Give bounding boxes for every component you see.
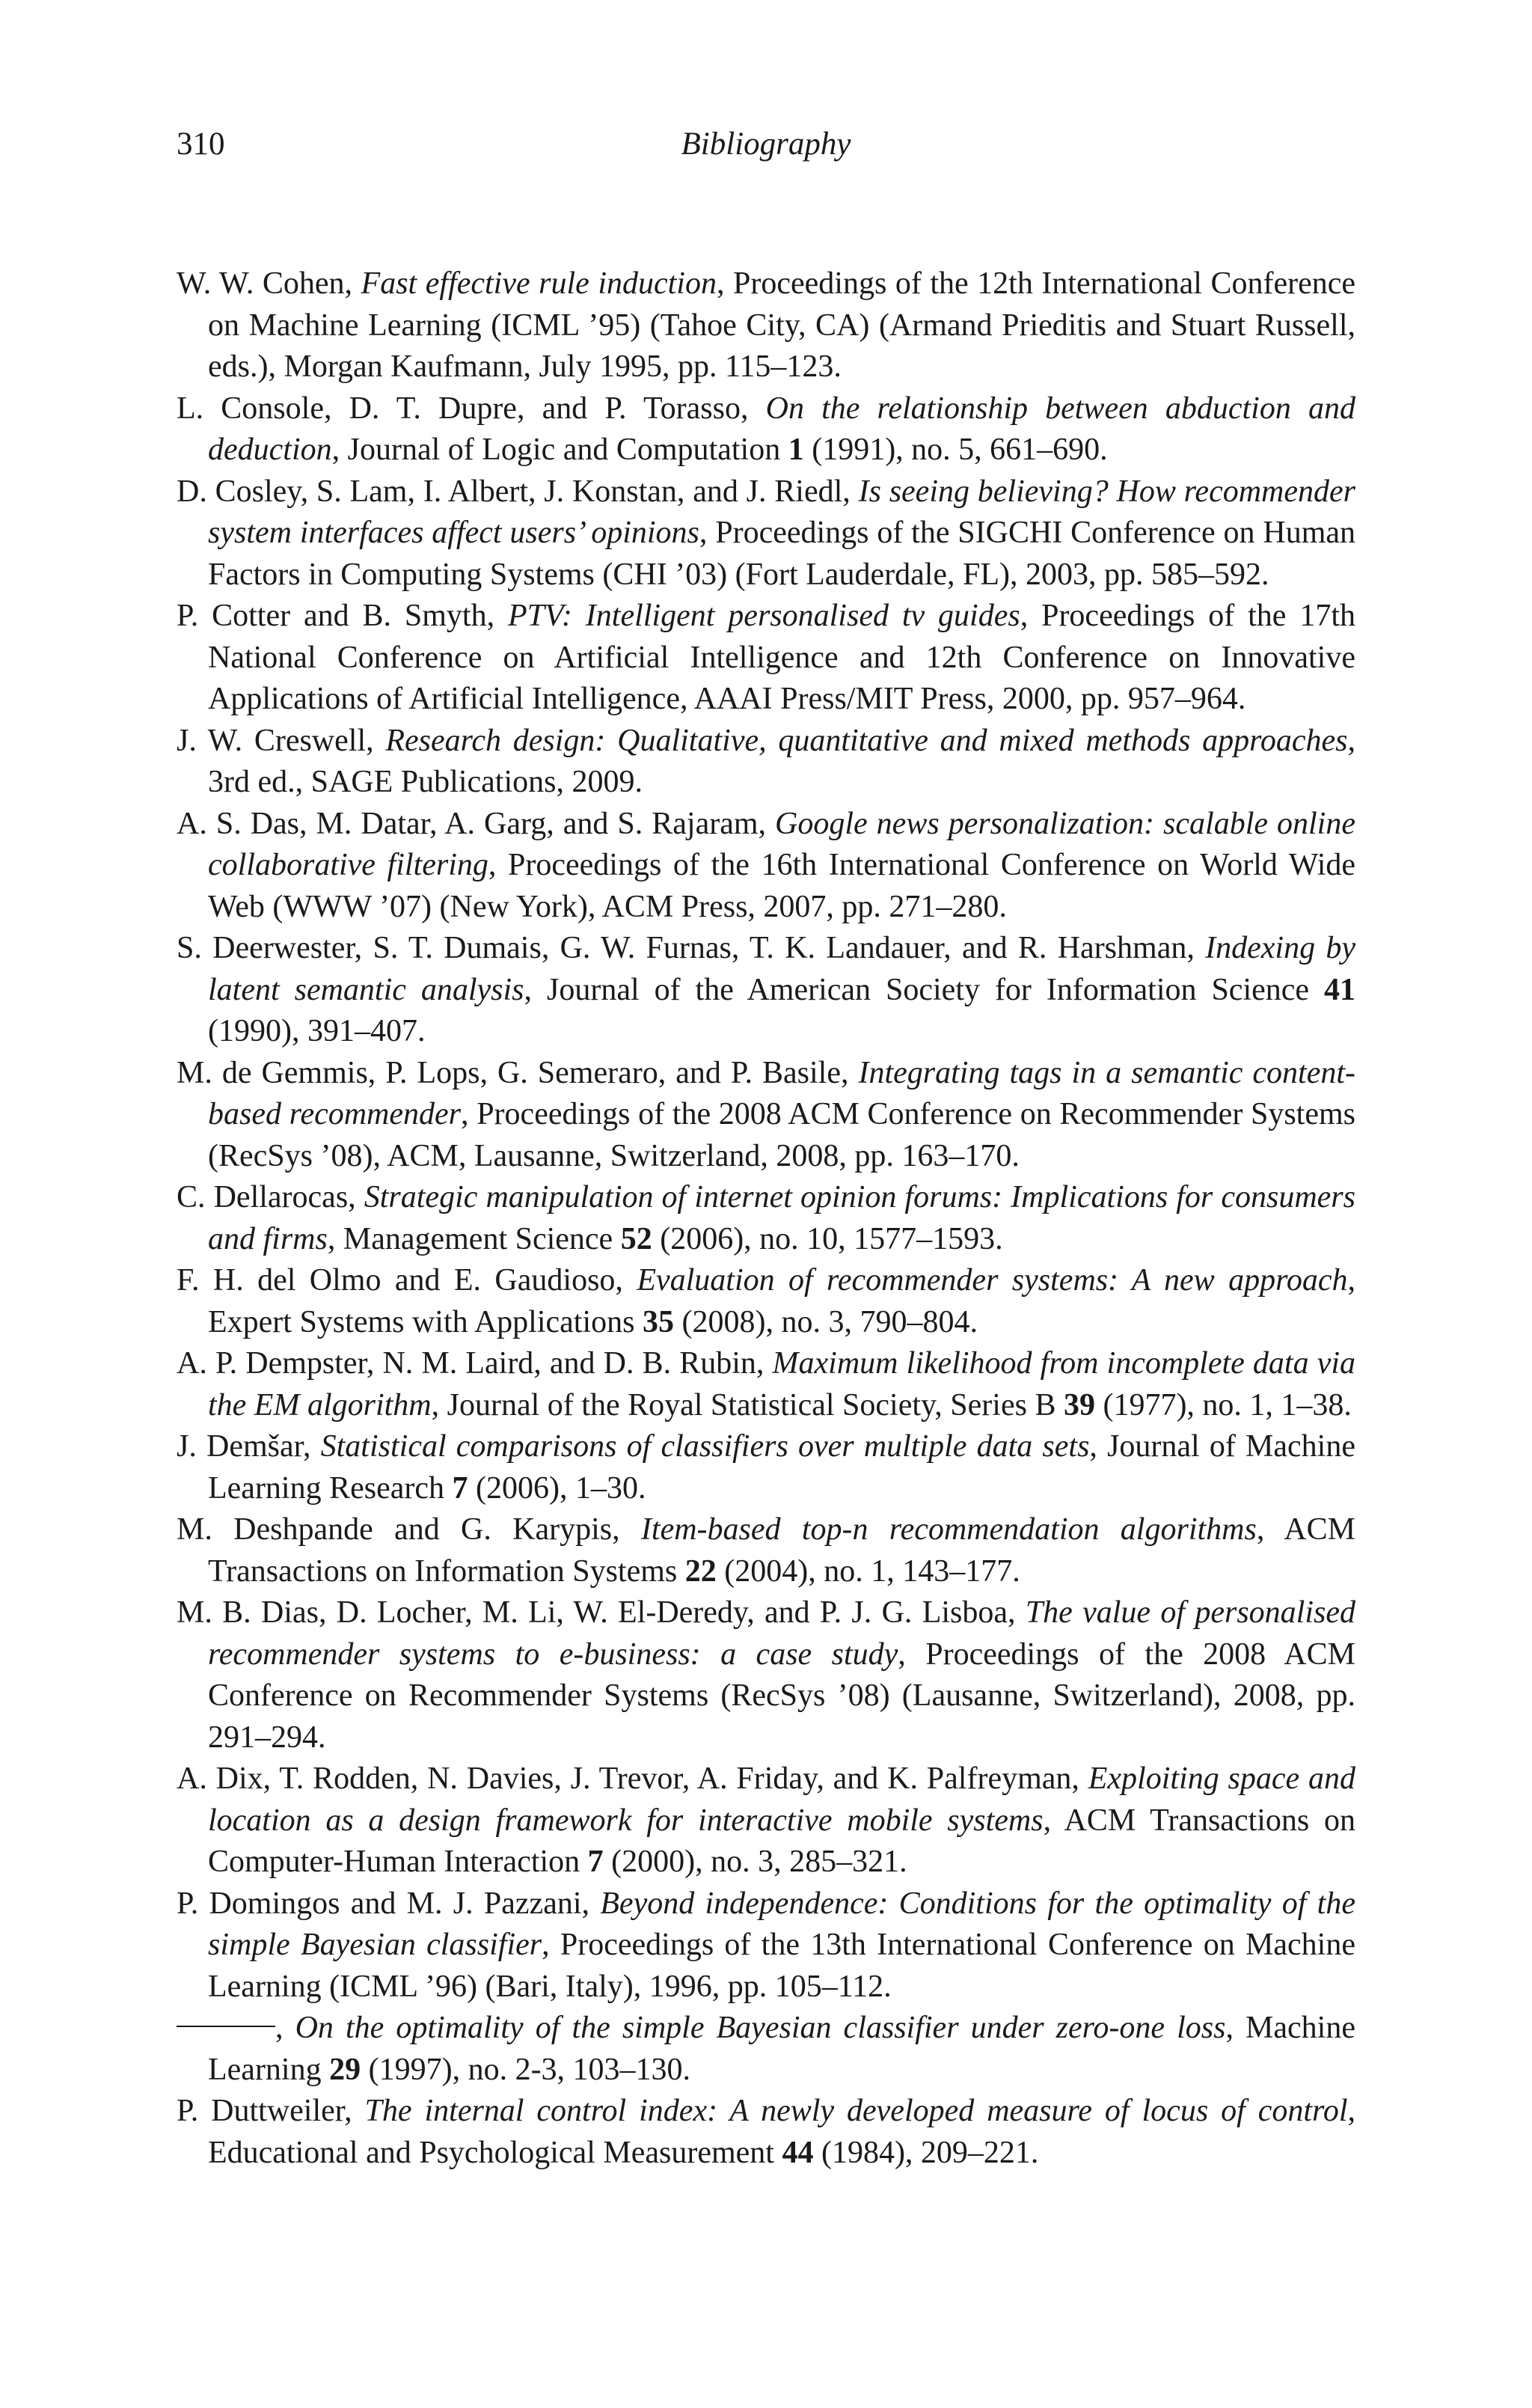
bibliography-entry: P. Cotter and B. Smyth, PTV: Intelligent personalised tv guides, Proceedings of the 17th National Conference on Artificial Intelligence and 12th Conference on Innovative Applications of Artificial Intelligence, AAAI Press/MIT Press, 2000, pp. 957–964. xyxy=(177,599,1356,716)
bibliography-entry: A. Dix, T. Rodden, N. Davies, J. Trevor, A. Friday, and K. Palfreyman, Exploiting space and location as a design framework for interactive mobile systems, ACM Transactions on Computer-Human Interaction 7 (2000), no. 3, 285–321. xyxy=(177,1761,1355,1879)
bibliography-entry: M. B. Dias, D. Locher, M. Li, W. El-Deredy, and P. J. G. Lisboa, The value of personalised recommender systems to e-business: a case study, Proceedings of the 2008 ACM Conference on Recommender Systems (RecSys ’08) (Lausanne, Switzerland), 2008, pp. 291–294. xyxy=(177,1595,1356,1755)
bibliography-entry: D. Cosley, S. Lam, I. Albert, J. Konstan, and J. Riedl, Is seeing believing? How recommender system interfaces affect users’ opinions, Proceedings of the SIGCHI Conference on Human Factors in Computing Systems (CHI ’03) (Fort Lauderdale, FL), 2003, pp. 585–592. xyxy=(177,474,1356,592)
bibliography-entry: P. Duttweiler, The internal control index: A newly developed measure of locus of control, Educational and Psychological Measurement 44 (1984), 209–221. xyxy=(177,2094,1355,2170)
bibliography-list xyxy=(177,263,1355,2174)
bibliography-entry: M. de Gemmis, P. Lops, G. Semeraro, and P. Basile, Integrating tags in a semantic content-based recommender, Proceedings of the 2008 ACM Conference on Recommender Systems (RecSys ’08), ACM, Lausanne, Switzerland, 2008, pp. 163–170. xyxy=(177,1055,1356,1173)
bibliography-entry: L. Console, D. T. Dupre, and P. Torasso, On the relationship between abduction and deduction, Journal of Logic and Computation 1 (1991), no. 5, 661–690. xyxy=(177,391,1355,467)
bibliography-entry: A. S. Das, M. Datar, A. Garg, and S. Rajaram, Google news personalization: scalable online collaborative filtering, Proceedings of the 16th International Conference on World Wide Web (WWW ’07) (New York), ACM Press, 2007, pp. 271–280. xyxy=(177,806,1356,924)
page-header xyxy=(177,126,1355,171)
bibliography-entry: J. W. Creswell, Research design: Qualitative, quantitative and mixed methods approaches, 3rd ed., SAGE Publications, 2009. xyxy=(177,723,1356,799)
bibliography-entry: , On the optimality of the simple Bayesian classifier under zero-one loss, Machine Learning 29 (1997), no. 2-3, 103–130. xyxy=(177,2008,1355,2091)
repeated-author-dash xyxy=(177,2026,275,2027)
bibliography-entry: A. P. Dempster, N. M. Laird, and D. B. Rubin, Maximum likelihood from incomplete data via the EM algorithm, Journal of the Royal Statistical Society, Series B 39 (1977), no. 1, 1–38. xyxy=(177,1346,1355,1423)
running-title: Bibliography xyxy=(681,126,851,162)
bibliography-entry: P. Domingos and M. J. Pazzani, Beyond independence: Conditions for the optimality of the simple Bayesian classifier, Proceedings of the 13th International Conference on Machine Learning (ICML ’96) (Bari, Italy), 1996, pp. 105–112. xyxy=(177,1886,1355,2004)
bibliography-entry: W. W. Cohen, Fast effective rule induction, Proceedings of the 12th International Conference on Machine Learning (ICML ’95) (Tahoe City, CA) (Armand Prieditis and Stuart Russell, eds.), Morgan Kaufmann, July 1995, pp. 115–123. xyxy=(177,266,1356,384)
bibliography-entry: J. Demšar, Statistical comparisons of classifiers over multiple data sets, Journal of Machine Learning Research 7 (2006), 1–30. xyxy=(177,1429,1355,1506)
bibliography-entry: M. Deshpande and G. Karypis, Item-based top-n recommendation algorithms, ACM Transactions on Information Systems 22 (2004), no. 1, 143–177. xyxy=(177,1512,1356,1589)
bibliography-entry: C. Dellarocas, Strategic manipulation of internet opinion forums: Implications for consumers and firms, Management Science 52 (2006), no. 10, 1577–1593. xyxy=(177,1180,1355,1256)
bibliography-entry: S. Deerwester, S. T. Dumais, G. W. Furnas, T. K. Landauer, and R. Harshman, Indexing by latent semantic analysis, Journal of the American Society for Information Science 41 (1990), 391–407. xyxy=(177,931,1355,1048)
page-number: 310 xyxy=(177,126,225,162)
bibliography-entry: F. H. del Olmo and E. Gaudioso, Evaluation of recommender systems: A new approach, Expert Systems with Applications 35 (2008), no. 3, 790–804. xyxy=(177,1263,1355,1339)
